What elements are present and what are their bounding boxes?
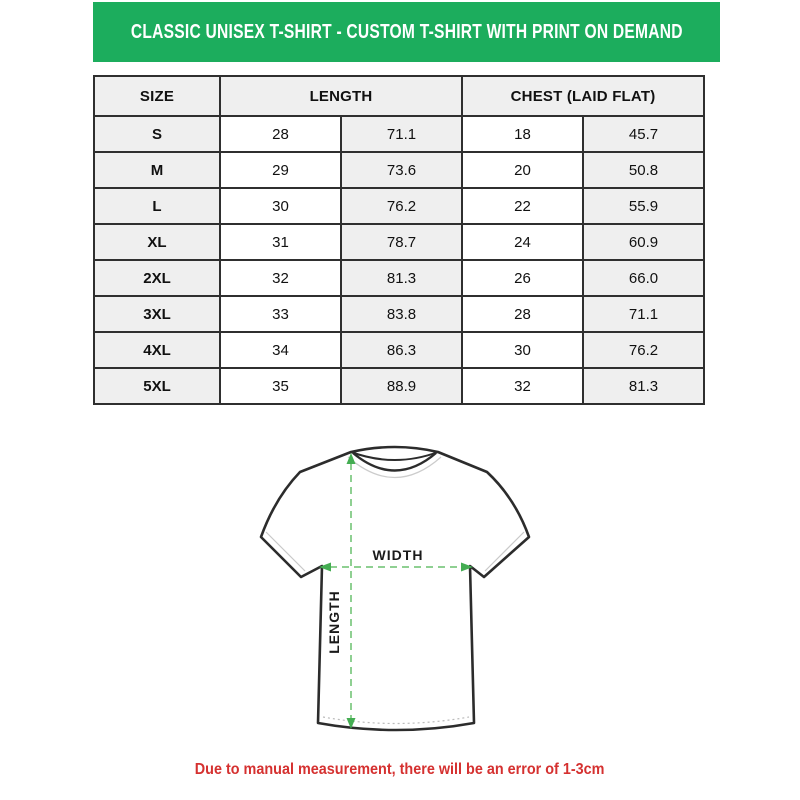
chest-cm-cell: 71.1 — [583, 296, 704, 332]
chest-inches-cell: 22 — [462, 188, 583, 224]
size-chart-table — [93, 75, 705, 405]
size-cell: L — [94, 188, 220, 224]
chest-cm-cell: 60.9 — [583, 224, 704, 260]
column-header-size: SIZE — [94, 76, 220, 116]
table-row — [94, 368, 704, 404]
disclaimer-text: Due to manual measurement, there will be an error of 1-3cm — [195, 761, 605, 778]
size-cell: 4XL — [94, 332, 220, 368]
length-inches-cell: 34 — [220, 332, 341, 368]
tshirt-measurement-diagram — [253, 440, 545, 736]
length-inches-cell: 31 — [220, 224, 341, 260]
size-cell: 2XL — [94, 260, 220, 296]
table-row — [94, 152, 704, 188]
chest-inches-cell: 30 — [462, 332, 583, 368]
tshirt-body — [261, 447, 529, 730]
length-inches-cell: 33 — [220, 296, 341, 332]
length-cm-cell: 78.7 — [341, 224, 462, 260]
chest-inches-cell: 32 — [462, 368, 583, 404]
table-row — [94, 224, 704, 260]
chest-inches-cell: 20 — [462, 152, 583, 188]
length-cm-cell: 76.2 — [341, 188, 462, 224]
measurement-disclaimer — [0, 761, 800, 779]
size-cell: 3XL — [94, 296, 220, 332]
length-cm-cell: 71.1 — [341, 116, 462, 152]
chest-cm-cell: 55.9 — [583, 188, 704, 224]
chest-inches-cell: 24 — [462, 224, 583, 260]
length-cm-cell: 86.3 — [341, 332, 462, 368]
promo-banner — [93, 2, 720, 62]
chest-inches-cell: 26 — [462, 260, 583, 296]
table-row — [94, 188, 704, 224]
size-cell: XL — [94, 224, 220, 260]
chest-cm-cell: 66.0 — [583, 260, 704, 296]
length-label: LENGTH — [326, 590, 342, 654]
chest-inches-cell: 18 — [462, 116, 583, 152]
width-label: WIDTH — [372, 547, 424, 563]
length-inches-cell: 30 — [220, 188, 341, 224]
length-cm-cell: 88.9 — [341, 368, 462, 404]
chest-inches-cell: 28 — [462, 296, 583, 332]
size-cell: S — [94, 116, 220, 152]
table-row — [94, 332, 704, 368]
length-inches-cell: 29 — [220, 152, 341, 188]
banner-title: CLASSIC UNISEX T-SHIRT - CUSTOM T-SHIRT WITH PRINT ON DEMAND — [130, 20, 683, 43]
length-inches-cell: 35 — [220, 368, 341, 404]
chest-cm-cell: 76.2 — [583, 332, 704, 368]
length-inches-cell: 32 — [220, 260, 341, 296]
chest-cm-cell: 50.8 — [583, 152, 704, 188]
chest-cm-cell: 45.7 — [583, 116, 704, 152]
column-header-length: LENGTH — [220, 76, 462, 116]
table-row — [94, 296, 704, 332]
length-cm-cell: 81.3 — [341, 260, 462, 296]
column-header-chest: CHEST (LAID FLAT) — [462, 76, 704, 116]
header-row — [94, 76, 704, 116]
length-cm-cell: 73.6 — [341, 152, 462, 188]
length-inches-cell: 28 — [220, 116, 341, 152]
chest-cm-cell: 81.3 — [583, 368, 704, 404]
size-cell: 5XL — [94, 368, 220, 404]
length-cm-cell: 83.8 — [341, 296, 462, 332]
table-row — [94, 116, 704, 152]
table-row — [94, 260, 704, 296]
size-cell: M — [94, 152, 220, 188]
